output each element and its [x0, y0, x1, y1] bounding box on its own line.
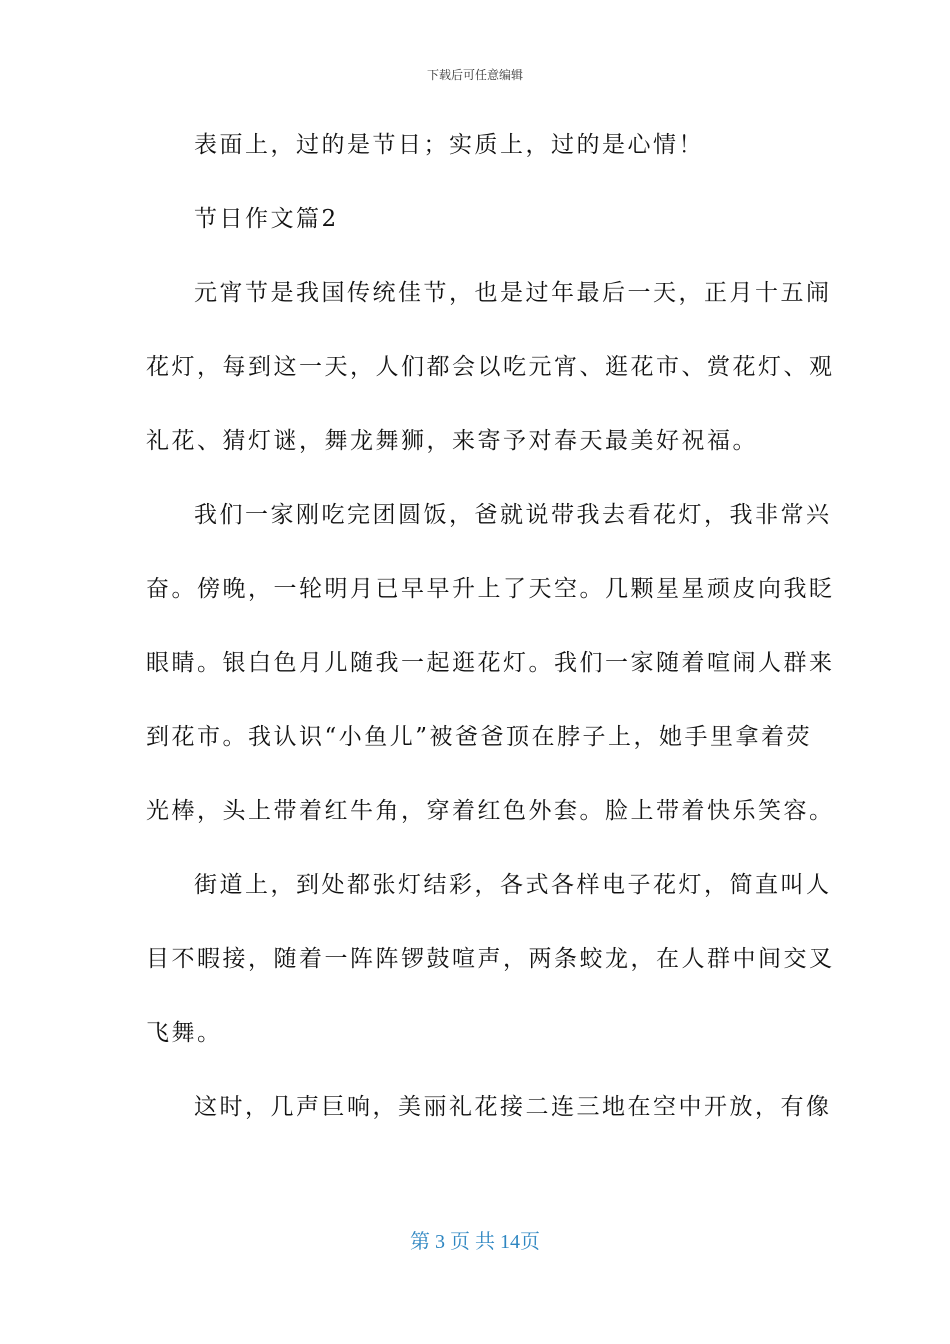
header-note: 下载后可任意编辑: [426, 68, 523, 82]
paragraph-line: 到花市。我认识“小鱼儿”被爸爸顶在脖子上，她手里拿着荧: [146, 724, 813, 750]
paragraph-line: 花灯，每到这一天，人们都会以吃元宵、逛花市、赏花灯、观: [146, 354, 835, 380]
section-heading: 节日作文篇2: [194, 206, 339, 232]
paragraph-line: 表面上，过的是节日；实质上，过的是心情！: [194, 132, 704, 158]
paragraph-line: 奋。傍晚，一轮明月已早早升上了天空。几颗星星顽皮向我眨: [146, 576, 835, 602]
paragraph-line: 街道上，到处都张灯结彩，各式各样电子花灯，简直叫人: [194, 872, 832, 898]
document-body: [146, 120, 835, 1156]
paragraph-line: 元宵节是我国传统佳节，也是过年最后一天，正月十五闹: [194, 280, 832, 306]
paragraph-line: 光棒，头上带着红牛角，穿着红色外套。脸上带着快乐笑容。: [146, 798, 835, 824]
page-number: 第 3 页 共 14页: [410, 1231, 540, 1253]
paragraph-line: 眼睛。银白色月儿随我一起逛花灯。我们一家随着喧闹人群来: [146, 650, 835, 676]
paragraph-line: 我们一家刚吃完团圆饭，爸就说带我去看花灯，我非常兴: [194, 502, 832, 528]
paragraph-line: 飞舞。: [146, 1020, 223, 1046]
paragraph-line: 目不暇接，随着一阵阵锣鼓喧声，两条蛟龙，在人群中间交叉: [146, 946, 835, 972]
paragraph-line: 这时，几声巨响，美丽礼花接二连三地在空中开放，有像: [194, 1094, 832, 1120]
paragraph-line: 礼花、猜灯谜，舞龙舞狮，来寄予对春天最美好祝福。: [146, 428, 758, 454]
